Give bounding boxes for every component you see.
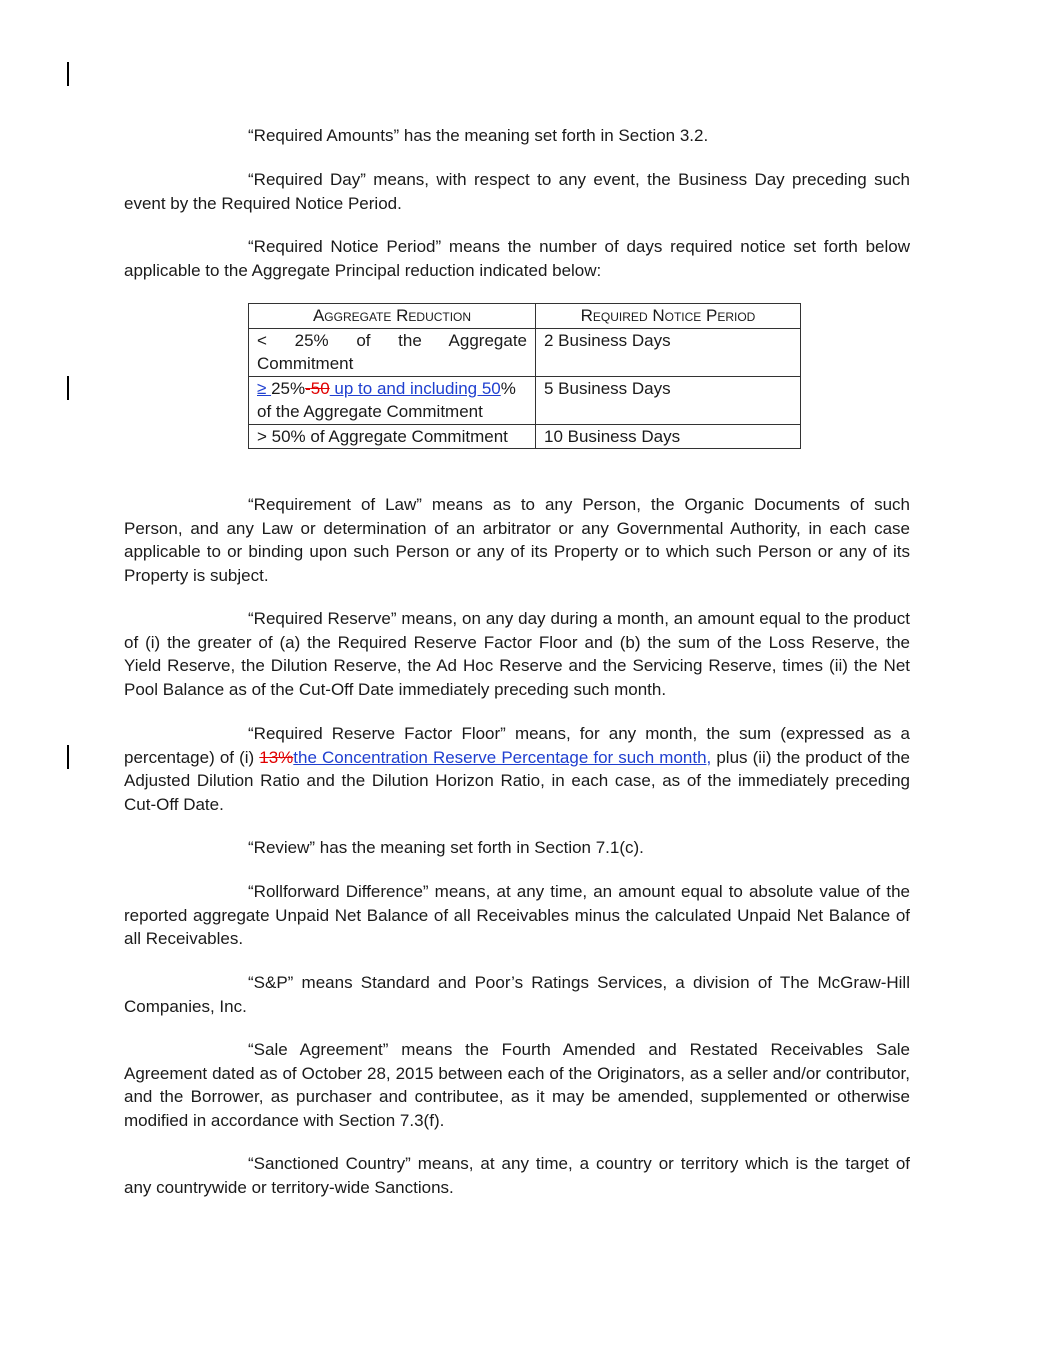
- deleted-text: 50: [310, 378, 330, 398]
- reduction-cell: < 25% of the Aggregate Commitment: [249, 328, 536, 376]
- change-bar: [67, 62, 69, 86]
- definition-required-day: “Required Day” means, with respect to any event, the Business Day preceding such event by the Required Notice Period.: [124, 170, 910, 213]
- table-row: [249, 424, 801, 449]
- definition-sale-agreement: “Sale Agreement” means the Fourth Amended and Restated Receivables Sale Agreement dated as of October 28, 2015 between each of the Originators, as a seller and/or contributor, and the Borrower, as purchaser and contributee, as it may be amended, supplemented or otherwise modified in accordance with Section 7.3(f).: [124, 1040, 910, 1130]
- period-cell: 10 Business Days: [536, 424, 801, 449]
- notice-period-table: [248, 303, 801, 449]
- rrff-text: plus (ii) the product of the Adjusted Dilution Ratio and the Dilution Horizon Ratio, in each case, as of the immediately preceding Cut-Off Date.: [124, 747, 910, 814]
- reduction-line2: of the Aggregate Commitment: [257, 402, 483, 421]
- period-cell: 5 Business Days: [536, 376, 801, 424]
- period-cell: 2 Business Days: [536, 328, 801, 376]
- table-header-row: [249, 304, 801, 329]
- inserted-text: the Concentration Reserve Percentage for such month,: [293, 747, 712, 767]
- definition-rollforward-difference: “Rollforward Difference” means, at any time, an amount equal to absolute value of the reported aggregate Unpaid Net Balance of all Receivables minus the calculated Unpaid Net Balance of all Receivables.: [124, 882, 910, 948]
- header-required-notice-period: Required Notice Period: [536, 304, 801, 329]
- reduction-cell: [249, 376, 536, 424]
- change-bar: [67, 745, 69, 769]
- definition-requirement-of-law: “Requirement of Law” means as to any Person, the Organic Documents of such Person, and any Law or determination of an arbitrator or any Governmental Authority, in each case applicable to or binding upon such Person or any of its Property or to which such Person or any of its Property is subject.: [124, 495, 910, 585]
- inserted-text: up to and including 50: [329, 378, 501, 398]
- deleted-text: 13%: [259, 747, 294, 767]
- definition-review: “Review” has the meaning set forth in Section 7.1(c).: [248, 838, 644, 857]
- definition-required-amounts: “Required Amounts” has the meaning set forth in Section 3.2.: [248, 126, 709, 145]
- inserted-text: ≥: [257, 378, 272, 398]
- definition-required-notice-period: “Required Notice Period” means the number of days required notice set forth below applicable to the Aggregate Principal reduction indicated below:: [124, 237, 910, 280]
- definition-required-reserve: “Required Reserve” means, on any day during a month, an amount equal to the product of (i) the greater of (a) the Required Reserve Factor Floor and (b) the sum of the Loss Reserve, the Yield Reserve, the Dilution Reserve, the Ad Hoc Reserve and the Servicing Reserve, times (ii) the Net Pool Balance as of the Cut-Off Date immediately preceding such month.: [124, 609, 910, 699]
- definition-required-reserve-factor-floor: [124, 722, 910, 816]
- header-aggregate-reduction: Aggregate Reduction: [249, 304, 536, 329]
- reduction-cell: > 50% of Aggregate Commitment: [249, 424, 536, 449]
- reduction-percent: %: [500, 378, 516, 398]
- definition-sanctioned-country: “Sanctioned Country” means, at any time, a country or territory which is the target of any countrywide or territory-wide Sanctions.: [124, 1154, 910, 1197]
- definition-sp: “S&P” means Standard and Poor’s Ratings Services, a division of The McGraw-Hill Companies, Inc.: [124, 973, 910, 1016]
- table-row: [249, 328, 801, 376]
- reduction-base: 25%: [271, 378, 306, 398]
- table-row: [249, 376, 801, 424]
- deleted-text: -: [305, 378, 311, 398]
- rrff-text: “Required Reserve Factor Floor” means, for any month, the sum (expressed as a percentage) of (i): [124, 724, 910, 767]
- change-bar: [67, 376, 69, 400]
